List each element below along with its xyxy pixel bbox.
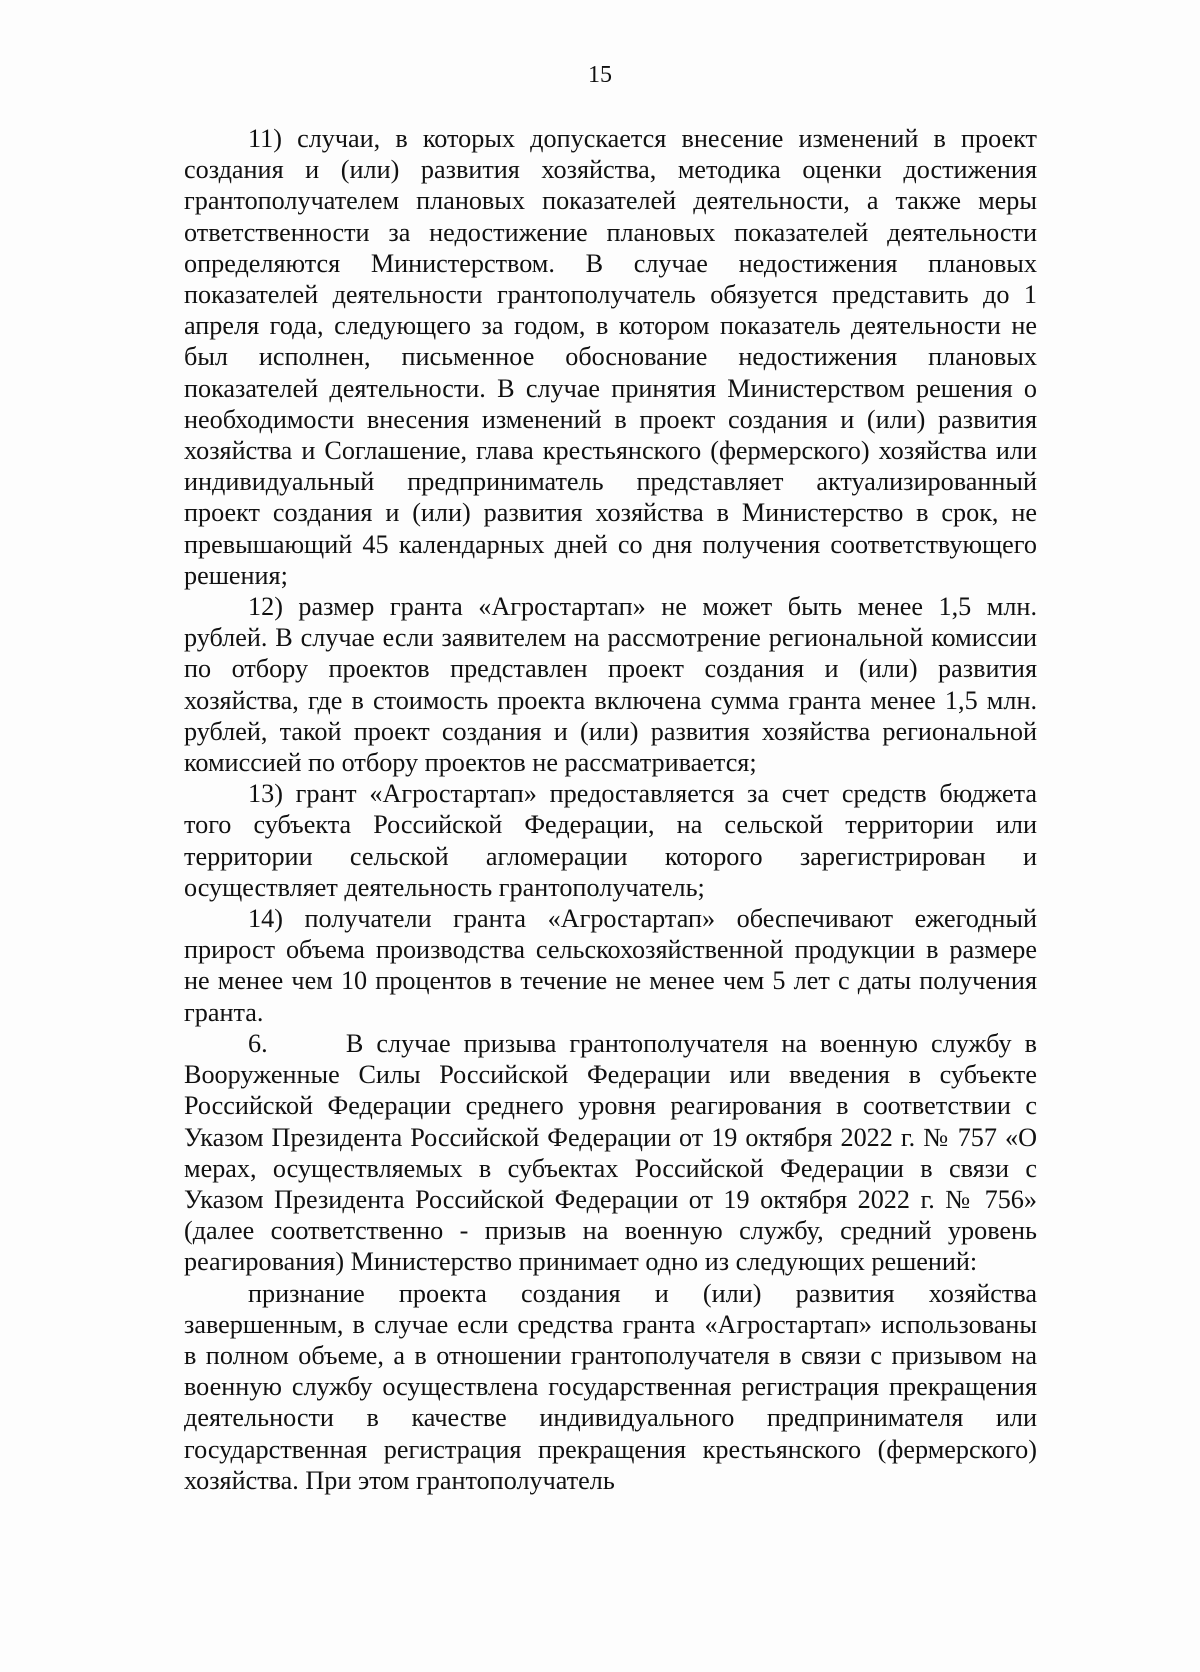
paragraph-item-13: 13) грант «Агростартап» предоставляется за счет средств бюджета того субъекта Российской Федерации, на сельской территории или территории сельской агломерации которого зарегистрирован и осуществляет деятельность грантополучатель; [184, 779, 1037, 902]
page-number: 15 [588, 62, 612, 88]
paragraph-item-14: 14) получатели гранта «Агростартап» обеспечивают ежегодный прирост объема производства сельскохозяйственной продукции в размере не менее чем 10 процентов в течение не менее чем 5 лет с даты получения гранта. [184, 904, 1037, 1027]
paragraph-section-6: 6. В случае призыва грантополучателя на военную службу в Вооруженные Силы Российской Федерации или введения в субъекте Российской Федерации среднего уровня реагирования в соответствии с Указом Президента Российской Федерации от 19 октября 2022 г. № 757 «О мерах, осуществляемых в субъектах Российской Федерации в связи с Указом Президента Российской Федерации от 19 октября 2022 г. № 756» (далее соответственно - призыв на военную службу, средний уровень реагирования) Министерство принимает одно из следующих решений: [184, 1028, 1044, 1277]
paragraph-item-12: 12) размер гранта «Агростартап» не может быть менее 1,5 млн. рублей. В случае если заявителем на рассмотрение региональной комиссии по отбору проектов представлен проект создания и (или) развития хозяйства, где в стоимость проекта включена сумма гранта менее 1,5 млн. рублей, такой проект создания и (или) развития хозяйства региональной комиссией по отбору проектов не рассматривается; [184, 592, 1037, 778]
paragraph-item-11: 11) случаи, в которых допускается внесение изменений в проект создания и (или) развития хозяйства, методика оценки достижения грантополучателем плановых показателей деятельности, а также меры ответственности за недостижение плановых показателей деятельности определяются Министерством. В случае недостижения плановых показателей деятельности грантополучатель обязуется представить до 1 апреля года, следующего за годом, в котором показатель деятельности не был исполнен, письменное обоснование недостижения плановых показателей деятельности. В случае принятия Министерством решения о необходимости внесения изменений в проект создания и (или) развития хозяйства и Соглашение, глава крестьянского (фермерского) хозяйства или индивидуальный предприниматель представляет актуализированный проект создания и (или) развития хозяйства в Министерство в срок, не превышающий 45 календарных дней со дня получения соответствующего решения; [184, 124, 1037, 590]
document-body [184, 123, 1044, 1496]
paragraph-decision-option: признание проекта создания и (или) развития хозяйства завершенным, в случае если средства гранта «Агростартап» использованы в полном объеме, а в отношении грантополучателя в связи с призывом на военную службу осуществлена государственная регистрация прекращения деятельности в качестве индивидуального предпринимателя или государственная регистрация прекращения крестьянского (фермерского) хозяйства. При этом грантополучатель [184, 1278, 1037, 1495]
